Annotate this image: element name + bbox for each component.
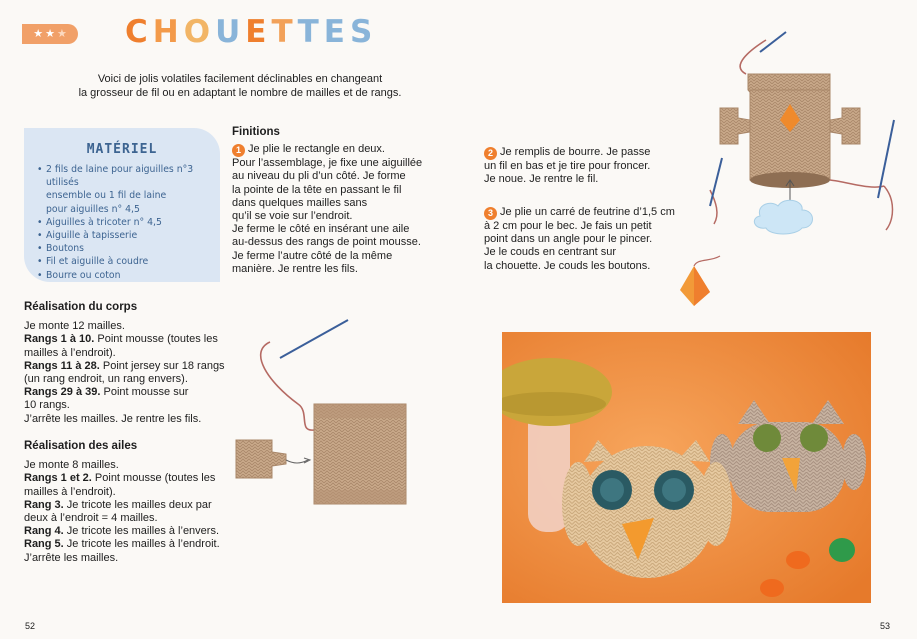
finitions-title: Finitions [232, 126, 280, 138]
step-1-line: dans quelques mailles sans [232, 196, 368, 209]
title-letter: E [323, 14, 350, 50]
corps-line: (un rang endroit, un rang envers). [24, 373, 188, 386]
materiel-item: • Aiguilles à tricoter n° 4,5 [46, 216, 212, 229]
materiel-box [24, 128, 220, 282]
title-letter: O [183, 14, 216, 50]
step-1-line: la pointe de la tête en passant le fil [232, 183, 402, 196]
owl-assembly-illustration [670, 30, 910, 320]
intro-text [40, 72, 440, 100]
step-1-line: au niveau du pli d’un côté. Je forme [232, 170, 406, 183]
knitted-rectangle-illustration [228, 312, 418, 512]
materiel-item: pour aiguilles n° 4,5 [46, 203, 140, 215]
step-3 [484, 206, 699, 273]
materiel-title: MATÉRIEL [86, 142, 158, 157]
title-letter: U [215, 14, 246, 50]
rang-text: Point jersey sur 18 rangs [99, 359, 225, 372]
corps-line: J’arrête les mailles. Je rentre les fils. [24, 412, 202, 425]
ailes-line: mailles à l’endroit). [24, 485, 116, 498]
ailes-title: Réalisation des ailes [24, 440, 138, 452]
step-3-line: Je le couds en centrant sur [484, 246, 617, 259]
step-3-line [484, 206, 699, 220]
step-1-line: Je ferme l’autre côté de la même [232, 249, 393, 262]
step-2-line: un fil en bas et je tire pour froncer. [484, 160, 651, 172]
rang-text: Je tricote les mailles deux par [63, 498, 212, 511]
page-title [125, 14, 377, 50]
rang-label: Rang 4. [24, 525, 64, 538]
rang-text: Je tricote les mailles à l’envers. [63, 525, 220, 538]
difficulty-star-1: ★ [33, 27, 44, 40]
materiel-item: • Fil et aiguille à coudre [46, 255, 212, 268]
step-1-line: qu’il se voie sur l’endroit. [232, 210, 353, 223]
rang-label: Rangs 1 à 10. [24, 333, 95, 346]
ailes-line [24, 525, 234, 538]
step-1-line: manière. Je rentre les fils. [232, 262, 358, 275]
title-letter: S [349, 14, 378, 50]
step-3-line: point dans un angle pour le pincer. [484, 233, 653, 246]
difficulty-star-3: ★ [56, 27, 67, 40]
difficulty-badge [22, 24, 78, 44]
intro-line: la grosseur de fil ou en adaptant le nombre de mailles et de rangs. [78, 87, 402, 99]
step-2 [484, 146, 694, 186]
step-number-badge: 3 [484, 207, 497, 220]
rang-label: Rangs 1 et 2. [24, 472, 92, 485]
difficulty-star-2: ★ [45, 27, 55, 40]
ailes-line: J’arrête les mailles. [24, 551, 119, 564]
owls-photo [502, 332, 871, 603]
ailes-line: Je monte 8 mailles. [24, 459, 119, 472]
ailes-line [24, 499, 234, 512]
step-text: Je remplis de bourre. Je passe [500, 146, 651, 158]
rang-label: Rang 5. [24, 538, 64, 551]
finitions-section [232, 126, 472, 276]
step-1-line: Je ferme le côté en insérant une aile [232, 223, 410, 236]
step-text: Je plie un carré de feutrine d’1,5 cm [500, 206, 675, 218]
corps-line [24, 386, 234, 399]
step-2-line: Je noue. Je rentre le fil. [484, 173, 599, 186]
rang-label: Rangs 29 à 39. [24, 386, 101, 399]
corps-title: Réalisation du corps [24, 301, 138, 313]
page-number-right: 53 [879, 621, 890, 631]
step-number-badge: 1 [232, 144, 245, 157]
rang-text: Point mousse (toutes les [91, 472, 216, 485]
rang-text: Point mousse (toutes les [94, 333, 218, 346]
step-1-line: Pour l’assemblage, je fixe une aiguillée [232, 157, 423, 170]
corps-line: Je monte 12 mailles. [24, 320, 125, 333]
step-number-badge: 2 [484, 147, 497, 160]
rang-label: Rang 3. [24, 498, 64, 511]
title-letter: T [297, 14, 324, 50]
corps-section [24, 301, 234, 426]
step-2-line [484, 146, 694, 160]
ailes-section [24, 440, 234, 565]
materiel-item: • 2 fils de laine pour aiguilles n°3 utilisés [46, 163, 212, 189]
intro-line: Voici de jolis volatiles facilement déclinables en changeant [97, 73, 383, 85]
title-letter: H [152, 14, 184, 50]
corps-line: mailles à l’endroit). [24, 346, 116, 359]
step-1-line [232, 143, 472, 157]
ailes-line [24, 472, 234, 485]
step-3-line: la chouette. Je couds les boutons. [484, 259, 651, 272]
materiel-list [24, 163, 220, 282]
page-number-left: 52 [25, 621, 36, 631]
step-1-line: au-dessus des rangs de point mousse. [232, 236, 421, 249]
rang-text: Point mousse sur [100, 386, 189, 399]
corps-line [24, 360, 234, 373]
materiel-item: • Bourre ou coton [46, 269, 212, 282]
ailes-line [24, 538, 234, 551]
rang-label: Rangs 11 à 28. [24, 359, 100, 372]
ailes-line: deux à l’endroit = 4 mailles. [24, 512, 158, 525]
title-letter: T [271, 14, 298, 50]
corps-line: 10 rangs. [24, 399, 70, 412]
title-letter: E [245, 14, 272, 50]
materiel-item: ensemble ou 1 fil de laine [46, 190, 167, 202]
rang-text: Je tricote les mailles à l’endroit. [63, 538, 220, 551]
materiel-item: • Aiguille à tapisserie [46, 229, 212, 242]
step-3-line: à 2 cm pour le bec. Je fais un petit [484, 220, 652, 232]
title-letter: C [125, 14, 153, 50]
materiel-item: • Boutons [46, 242, 212, 255]
step-text: Je plie le rectangle en deux. [248, 143, 385, 156]
corps-line [24, 333, 234, 346]
